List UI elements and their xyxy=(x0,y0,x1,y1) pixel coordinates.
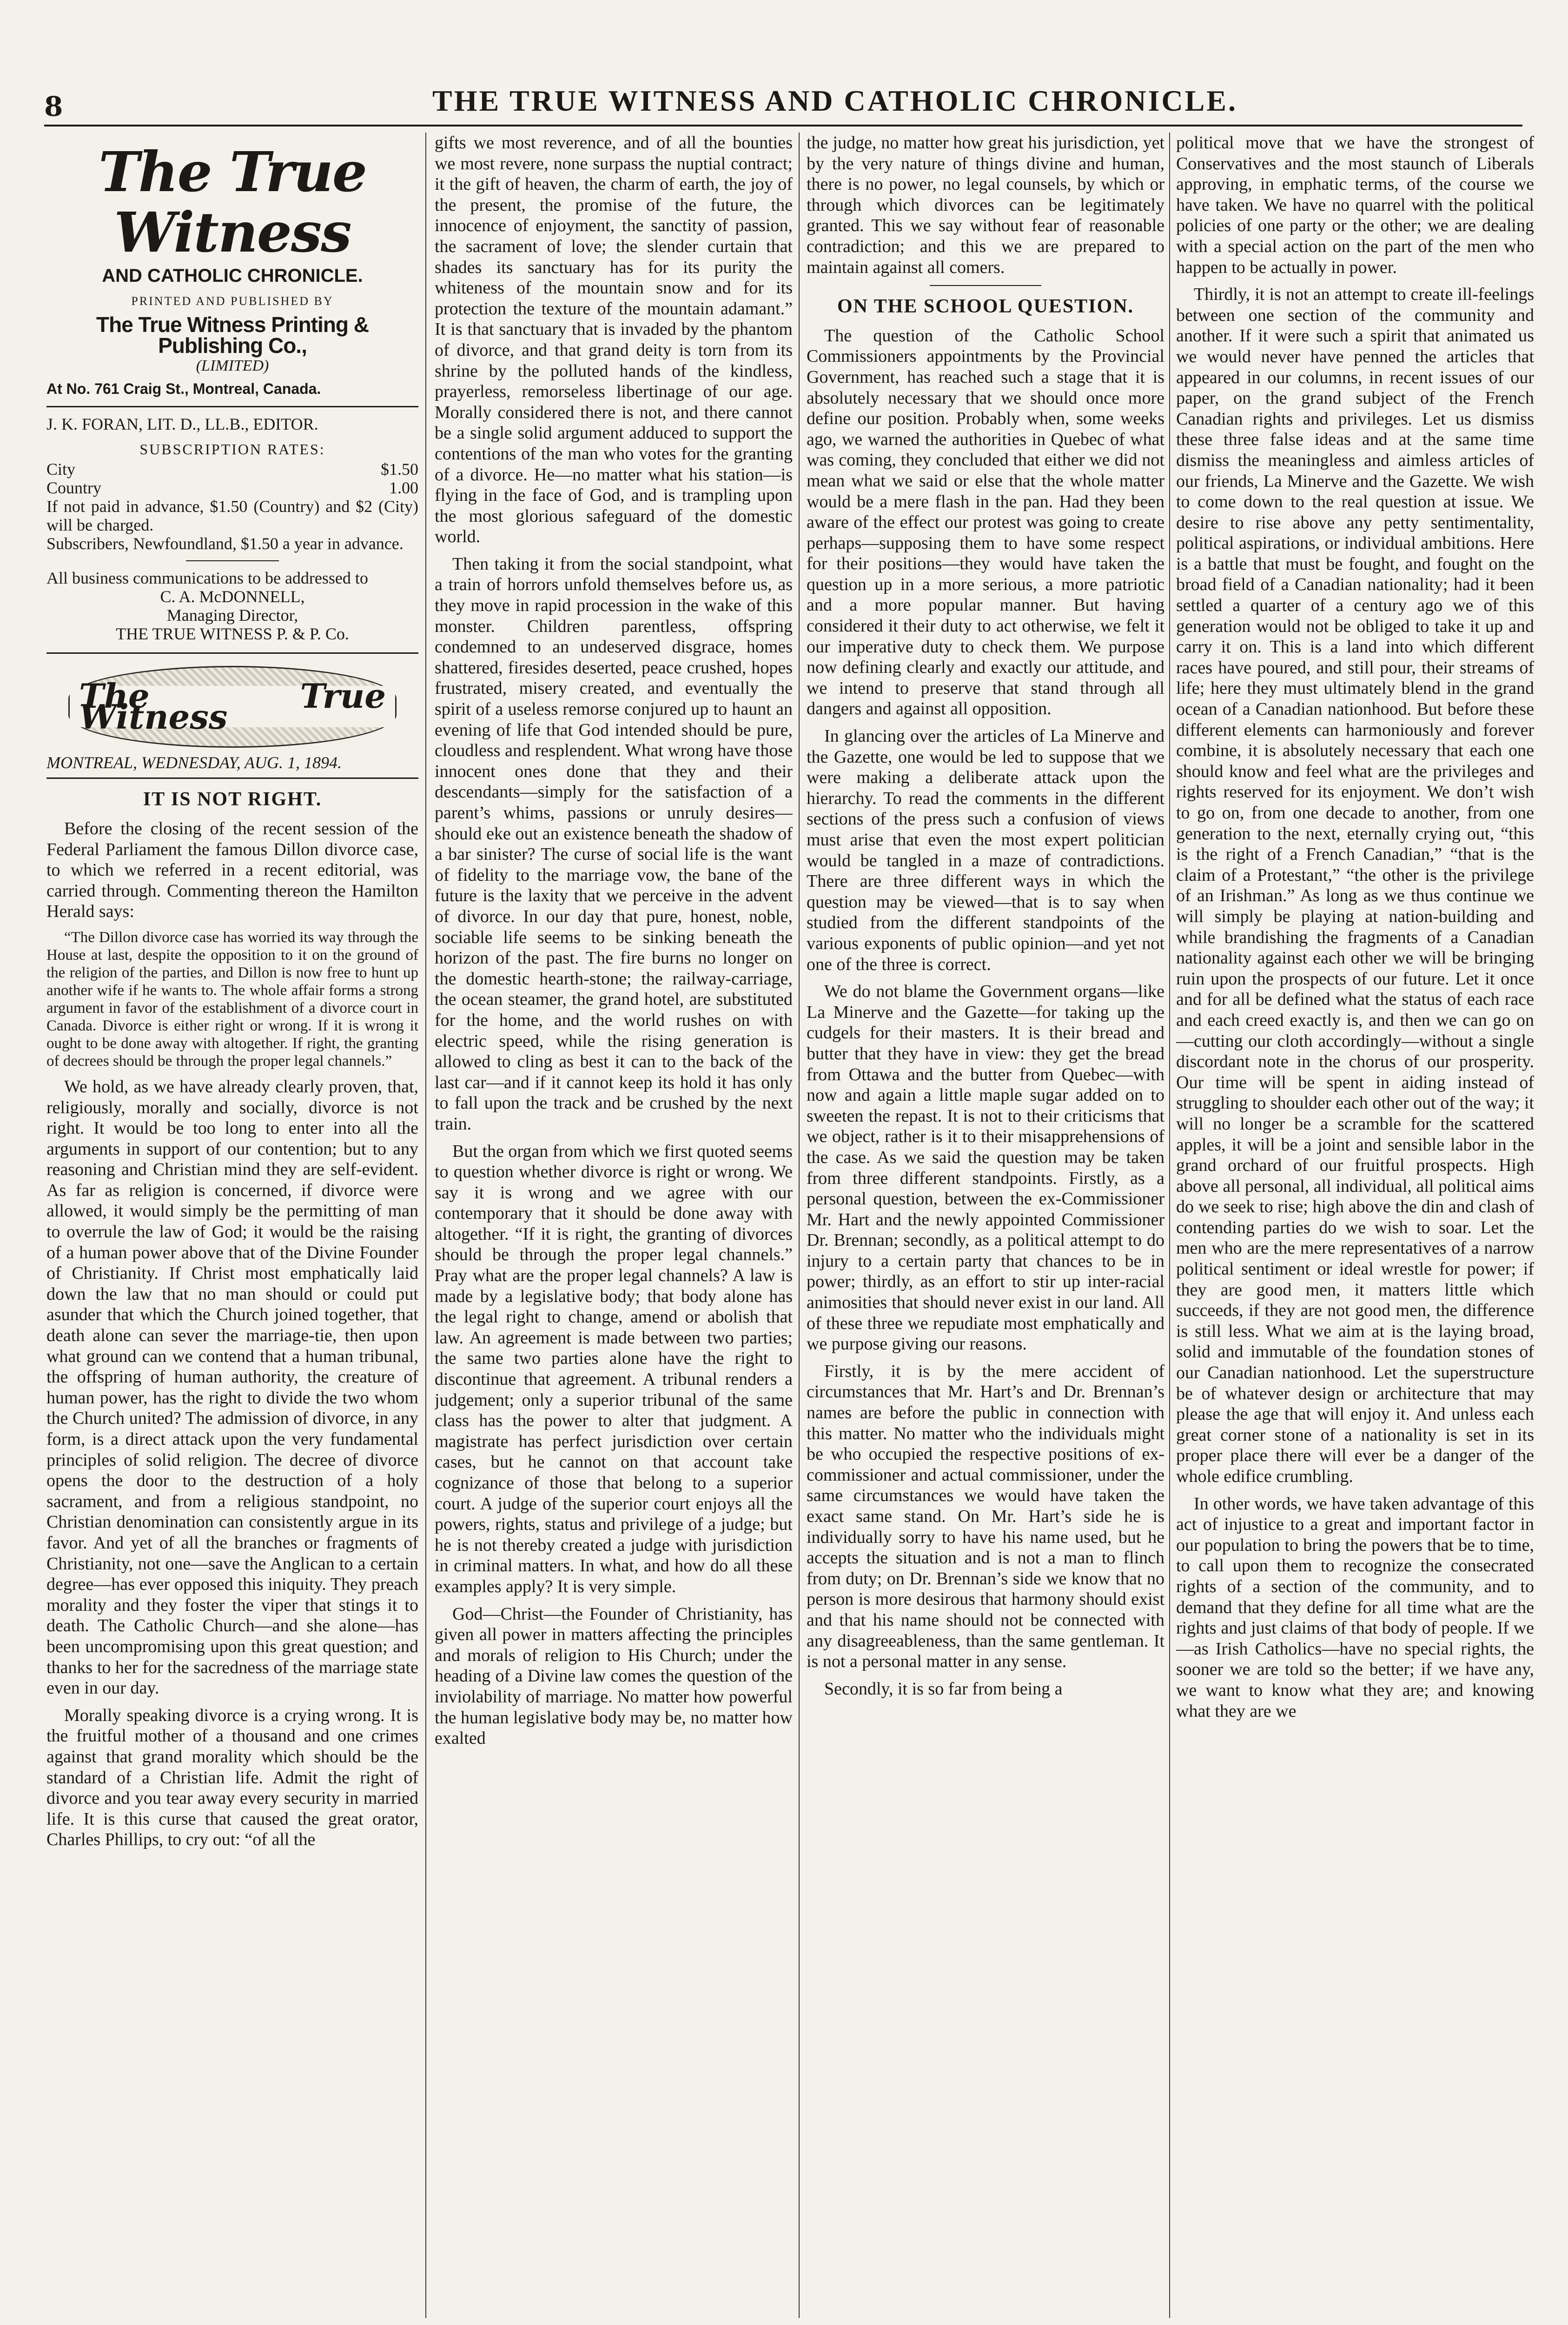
article-paragraph: But the organ from which we first quoted seems to question whether divorce is right or wrong. We say it is wrong and we agree with our contemporary that it should be done away with altogether. “If it is right, the granting of divorces should be through the proper legal channels.” Pray what are the proper legal channels? A law is made by a legislative body; that body alone has the legal right to change, amend or abolish that law. An agreement is made between two parties; the same two parties alone have the right to discontinue that agreement. A tribunal renders a judgement; only a superior tribunal of the same class has the power to alter that judgment. A magistrate has perfect jurisdiction over certain cases, but he cannot on that account take cognizance of those that belong to a superior court. A judge of the superior court enjoys all the powers, rights, status and privilege of a judge; but he is not thereby created a judge with jurisdiction in criminal matters. In what, and how do all these examples apply? It is very simple. xyxy=(435,1141,793,1596)
column-1 xyxy=(46,133,418,2318)
rates-note: If not paid in advance, $1.50 (Country) and $2 (City) will be charged. xyxy=(46,497,418,534)
article-paragraph: the judge, no matter how great his jurisdiction, yet by the very nature of things divine and human, there is no power, no legal counsels, by which or through which divorces can be legitimately granted. This we say without fear of reasonable contradiction; and this we are prepared to maintain against all comers. xyxy=(807,133,1164,277)
editor-line: J. K. FORAN, LIT. D., LL.B., EDITOR. xyxy=(46,414,318,433)
article-paragraph: Morally speaking divorce is a crying wrong. It is the fruitful mother of a thousand and one crimes against that grand morality which should be the standard of a Christian life. Admit the right of divorce and you tear away every security in married life. It is this curse that caused the great orator, Charles Phillips, to cry out: “of all the xyxy=(46,1705,418,1850)
column-divider xyxy=(425,133,426,2318)
divider xyxy=(930,285,1041,286)
publisher-address: At No. 761 Craig St., Montreal, Canada. xyxy=(46,380,321,397)
section-rule xyxy=(46,777,418,779)
article-headline: IT IS NOT RIGHT. xyxy=(143,789,322,810)
article-paragraph: God—Christ—the Founder of Christianity, has given all power in matters affecting the principles and morals of religion to His Church; under the heading of a Divine law comes the question of the inviolability of marriage. No matter how powerful the human legislative body may be, no matter how exalted xyxy=(435,1604,793,1748)
page-number: 8 xyxy=(44,91,63,122)
column-2 xyxy=(435,133,793,2318)
rates-heading: SUBSCRIPTION RATES: xyxy=(139,441,325,458)
header-rule xyxy=(44,125,1522,126)
masthead-logo xyxy=(68,666,397,748)
divider xyxy=(186,560,279,561)
article-paragraph: The question of the Catholic School Commissioners appointments by the Provincial Government, has reached such a stage that it is absolutely necessary that we should once more define our position. Probably when, some weeks ago, we warned the authorities in Quebec of what was coming, they concluded that either we did not mean what we said or else that the whole matter would be a mere flash in the pan. Had they been aware of the effect our protest was going to create perhaps—supposing them to have some respect for their positions—they would have taken the question up in a more serious, a more patriotic and a more popular manner. But having considered it their duty to act otherwise, we felt it our imperative duty to check them. We purpose now defining clearly and exactly our attitude, and we intend to preserve that stand through all dangers and against all opposition. xyxy=(807,326,1164,719)
article-headline: ON THE SCHOOL QUESTION. xyxy=(837,296,1134,318)
newfoundland-note: Subscribers, Newfoundland, $1.50 a year in advance. xyxy=(46,534,404,553)
column-3 xyxy=(807,133,1164,2318)
business-note: All business communications to be addressed to xyxy=(46,568,368,587)
article-paragraph: political move that we have the strongest of Conservatives and the most staunch of Liberals approving, in emphatic terms, of the course we have taken. We have no quarrel with the political policies of one party or the other; we are dealing with a special action on the part of the men who happen to be actually in power. xyxy=(1176,133,1534,277)
manager-title: Managing Director, xyxy=(166,605,298,624)
article-paragraph: Firstly, it is by the mere accident of circumstances that Mr. Hart’s and Dr. Brennan’s names are before the public in connection with this matter. No matter who the individuals might be who occupied the respective positions of ex-commissioner and actual commissioner, under the same circumstances we would have taken the exact same stand. On Mr. Hart’s side he is individually sorry to have his name used, but he accepts the situation and is not a man to flinch from duty; on Dr. Brennan’s side we know that no person is more desirous that harmony should exist and that his name should not be connected with any disagreeableness, than the same gentleman. It is not a personal matter in any sense. xyxy=(807,1361,1164,1672)
rate-price: $1.50 xyxy=(381,459,418,478)
rate-row xyxy=(46,460,418,478)
article-paragraph: We do not blame the Government organs—like La Minerve and the Gazette—for taking up the cudgels for their masters. It is their bread and butter that they have in view: they get the bread from Ottawa and the butter from Quebec—with now and again a little maple sugar added on to sweeten the repast. It is not to their criticisms that we object, rather is it to their misapprehensions of the case. As we said the question may be taken from three different standpoints. Firstly, as a personal question, between the ex-Commissioner Mr. Hart and the newly appointed Commissioner Dr. Brennan; secondly, as a political attempt to do injury to a certain party that chances to be in power; thirdly, as an effort to stir up inter-racial animosities that should never exist in our land. All of these three we repudiate most emphatically and we purpose giving our reasons. xyxy=(807,982,1164,1354)
masthead-rule xyxy=(46,406,418,407)
article-paragraph: Thirdly, it is not an attempt to create ill-feelings between one section of the community and another. If it were such a spirit that animated us we would never have penned the articles that appeared in our columns, in recent issues of our paper, on the grand subject of the French Canadian rights and privileges. Let us dismiss these three false ideas and at the same time dismiss the meaningless and aimless articles of our friends, La Minerve and the Gazette. We wish to come down to the real question at issue. We desire to rise above any petty sentimentality, political aspirations, or individual ambitions. Here is a battle that must be fought, and fought on the broad field of a Canadian nationality; had it been settled a quarter of a century ago we of this generation would not be obliged to take it up and carry it on. This is a land into which different races have poured, and still pour, their streams of life; here they must ultimately blend in the grand ocean of a Canadian nationhood. But before these different elements can harmoniously and forever combine, it is absolutely necessary that each one should know and feel what are the privileges and rights reserved for its enjoyment. We don’t wish to go on, from one decade to another, from one generation to the next, eternally crying out, “this is the right of a French Canadian,” “that is the claim of a Protestant,” “the other is the privilege of an Irishman.” As long as we thus continue we will simply be playing at nation-building and while brandishing the fragments of a Canadian nationality against each other we will be bringing ruin upon the prospects of our future. Let it once and for all be defined what the status of each race and each creed exactly is, and then we can go on—cutting our cloth accordingly—without a single discordant note in the chorus of our prosperity. Our time will be spent in aiding instead of struggling to shoulder each other out of the way; it will no longer be a scramble for the scattered apples, it will be a joint and sensible labor in the grand orchard of our fruitful prospects. High above all personal, all individual, all political aims do we seek to rise; high above the din and clash of contending parties do we wish to soar. Let the men who are the mere representatives of a narrow political sentiment or ideal wrestle for power; if they are good men, it matters little which succeeds, if they are not good men, the difference is still less. What we aim at is the laying broad, solid and immutable of the foundation stones of our Canadian nationhood. Let the superstructure be of whatever design or architecture that may please the age that will enjoy it. And unless each great corner stone of a nationality is set in its proper place there will ever be a danger of the whole edifice crumbling. xyxy=(1176,285,1534,1486)
running-title: THE TRUE WITNESS AND CATHOLIC CHRONICLE. xyxy=(432,84,1237,117)
logo-text: The True Witness xyxy=(70,686,395,727)
manager-company: THE TRUE WITNESS P. & P. Co. xyxy=(116,624,349,643)
rate-label: City xyxy=(46,459,76,478)
publisher-name: The True Witness Printing & Publishing Co., xyxy=(96,312,369,358)
masthead-subtitle: AND CATHOLIC CHRONICLE. xyxy=(102,266,363,286)
rate-label: Country xyxy=(46,478,102,497)
dateline: MONTREAL, WEDNESDAY, AUG. 1, 1894. xyxy=(46,753,342,772)
printed-by-line: PRINTED AND PUBLISHED BY xyxy=(131,294,334,308)
publisher-limited: (LIMITED) xyxy=(196,357,269,375)
column-divider xyxy=(799,133,800,2318)
rate-price: 1.00 xyxy=(389,478,418,497)
masthead-title: The True Witness xyxy=(98,140,367,265)
column-4 xyxy=(1176,133,1534,2318)
article-paragraph: In glancing over the articles of La Minerve and the Gazette, one would be led to suppose that we were making a deliberate attack upon the hierarchy. To read the comments in the different sections of the press such a confusion of views must arise that even the most expert politician would be tangled in a maze of contradictions. There are three different ways in which the question may be viewed—that is to say when studied from the different standpoints of the various exponents of public opinion—and yet not one of the three is correct. xyxy=(807,726,1164,974)
article-quote: “The Dillon divorce case has worried its way through the House at last, despite the opposition to it on the ground of the religion of the parties, and Dillon is now free to hunt up another wife if he wants to. The whole affair forms a strong argument in favor of the establishment of a divorce court in Canada. Divorce is either right or wrong. If it is wrong it ought to be done away with altogether. If right, the granting of decrees should be through the proper legal channels.” xyxy=(46,929,418,1070)
article-paragraph: We hold, as we have already clearly proven, that, religiously, morally and socially, divorce is not right. It would be too long to enter into all the arguments in support of our contention; but to any reasoning and Christian mind they are self-evident. As far as religion is concerned, if divorce were allowed, it would simply be the permitting of man to overrule the law of God; it would be the raising of a human power above that of the Divine Founder of Christianity. If Christ most emphatically laid down the law that no man should or could put asunder that which the Church joined together, that death alone can sever the marriage-tie, then upon what ground can we contend that a human tribunal, the offspring of human authority, the creature of human power, has the right to divide the two whom the Church united? The admission of divorce, in any form, is a direct attack upon the very fundamental principles of solid religion. The decree of divorce opens the door to the destruction of a holy sacrament, and from a religious standpoint, no Christian denomination can consistently argue in its favor. And yet of all the branches or fragments of Christianity, not one—save the Anglican to a certain degree—has ever opposed this iniquity. They preach morality and they foster the viper that stings it to death. The Catholic Church—and she alone—has been uncompromising upon this great question; and thanks to her for the sacredness of the marriage state even in our day. xyxy=(46,1076,418,1698)
article-paragraph: Before the closing of the recent session of the Federal Parliament the famous Dillon divorce case, to which we referred in a recent editorial, was carried through. Commenting thereon the Hamilton Herald says: xyxy=(46,818,418,922)
article-paragraph: In other words, we have taken advantage of this act of injustice to a great and important factor in our population to bring the powers that be to time, to call upon them to recognize the consecrated rights of a section of the community, and to demand that they define for all time what are the rights and just claims of that body of people. If we—as Irish Catholics—have no special rights, the sooner we are told so the better; if we have any, we want to know what they are; and knowing what they are we xyxy=(1176,1494,1534,1721)
rate-row xyxy=(46,478,418,497)
article-paragraph: Then taking it from the social standpoint, what a train of horrors unfold themselves before us, as they move in rapid procession in the wake of this monster. Children parentless, offspring condemned to an undeserved disgrace, homes shattered, firesides deserted, peace crushed, hopes frustrated, misery created, and eventually the spirit of a useless remorse conjured up to haunt an evening of life that God intended should be pure, cloudless and resplendent. What wrong have those innocent ones done that they and their descendants—simply for the satisfaction of a parent’s whims, passions or unruly desires—should eke out an existence beneath the shadow of a bar sinister? The curse of social life is the want of fidelity to the marriage vow, the bane of the future is the laxity that we perceive in the advent of divorce. In our day that pure, honest, noble, sociable life seems to be sinking beneath the horizon of the past. The fire burns no longer on the domestic hearth-stone; the railway-carriage, the ocean steamer, the grand hotel, are substituted for the home, and the world rushes on with electric speed, while the rising generation is allowed to cling as best it can to the back of the last car—and if it cannot keep its hold it has only to fall upon the track and be crushed by the next train. xyxy=(435,554,793,1134)
manager-name: C. A. McDONNELL, xyxy=(160,587,305,606)
article-paragraph: gifts we most reverence, and of all the bounties we most revere, none surpass the nuptial contract; it the gift of heaven, the charm of earth, the joy of the present, the promise of the future, the innocence of enjoyment, the sanctity of passion, the sacrament of love; the slender curtain that shades its sanctuary has for its purity the whiteness of the mountain snow and for its protection the texture of the mountain adamant.” It is that sanctuary that is invaded by the phantom of divorce, and that grand deity is torn from its shrine by the polluted hands of the kindless, prayerless, remorseless libertinage of our age. Morally considered there is not, and there cannot be a single solid argument adduced to support the contentions of the man who votes for the granting of a divorce. He—no matter what his station—is flying in the face of God, and is trampling upon the most glorious safeguard of the domestic world. xyxy=(435,133,793,547)
article-paragraph: Secondly, it is so far from being a xyxy=(824,1679,1063,1699)
column-divider xyxy=(1169,133,1170,2318)
section-rule xyxy=(46,652,418,654)
